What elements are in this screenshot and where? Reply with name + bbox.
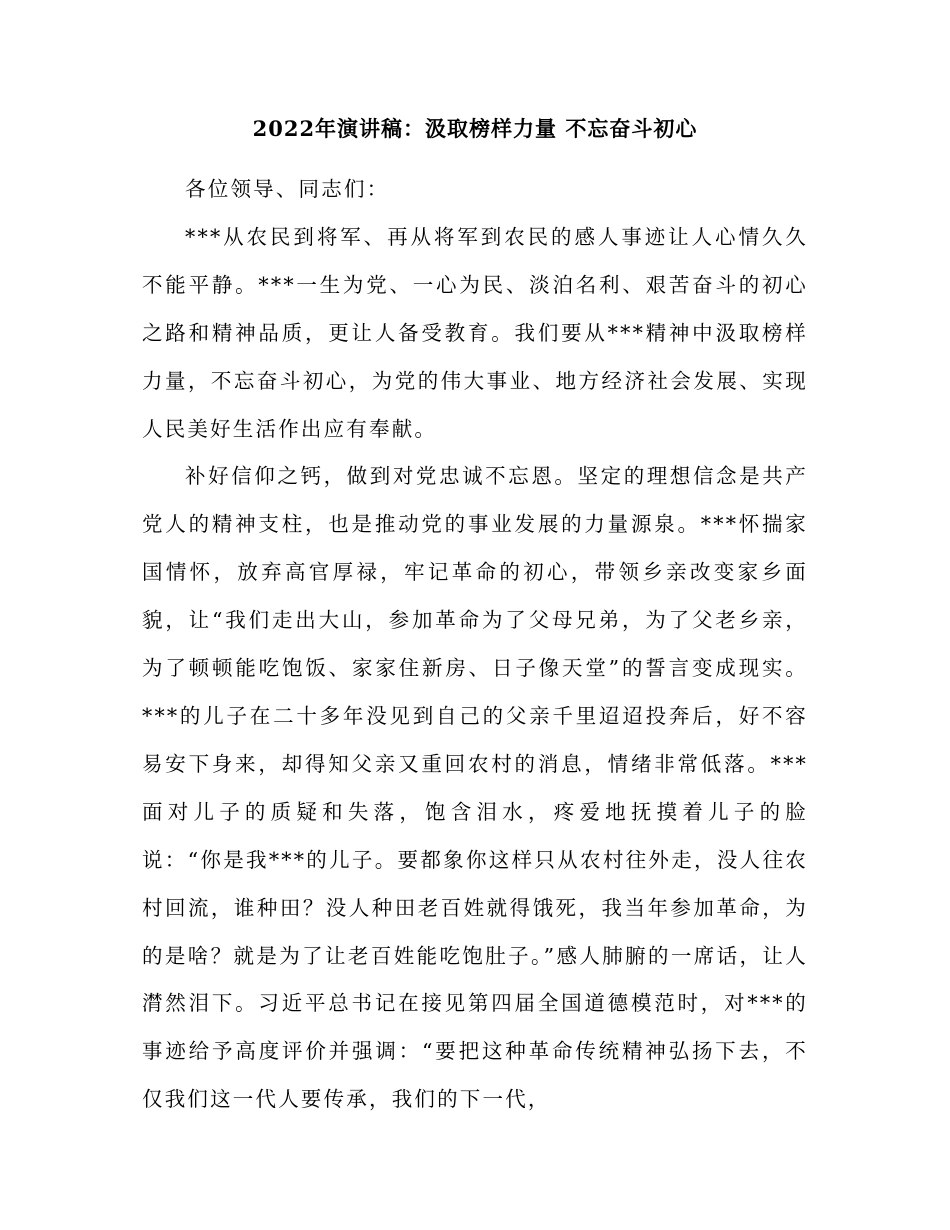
- paragraph-1: ***从农民到将军、再从将军到农民的感人事迹让人心情久久不能平静。***一生为党、一心为民、淡泊名利、艰苦奋斗的初心之路和精神品质，更让人备受教育。我们要从***精神中汲取榜样力量，不忘奋斗初心，为党的伟大事业、地方经济社会发展、实现人民美好生活作出应有奉献。: [142, 224, 808, 441]
- document-title: 2022年演讲稿：汲取榜样力量 不忘奋斗初心: [252, 116, 698, 141]
- salutation: 各位领导、同志们：: [185, 177, 390, 201]
- document-body: [142, 166, 808, 1124]
- paragraph-2: 补好信仰之钙，做到对党忠诚不忘恩。坚定的理想信念是共产党人的精神支柱，也是推动党的事业发展的力量源泉。***怀揣家国情怀，放弃高官厚禄，牢记革命的初心，带领乡亲改变家乡面貌，让“我们走出大山，参加革命为了父母兄弟，为了父老乡亲，为了顿顿能吃饱饭、家家住新房、日子像天堂”的誓言变成现实。***的儿子在二十多年没见到自己的父亲千里迢迢投奔后，好不容易安下身来，却得知父亲又重回农村的消息，情绪非常低落。***面对儿子的质疑和失落，饱含泪水，疼爱地抚摸着儿子的脸说：“你是我***的儿子。要都象你这样只从农村往外走，没人往农村回流，谁种田？没人种田老百姓就得饿死，我当年参加革命，为的是啥？就是为了让老百姓能吃饱肚子。”感人肺腑的一席话，让人潸然泪下。习近平总书记在接见第四届全国道德模范时，对***的事迹给予高度评价并强调：“要把这种革命传统精神弘扬下去，不仅我们这一代人要传承，我们的下一代，: [142, 464, 808, 1112]
